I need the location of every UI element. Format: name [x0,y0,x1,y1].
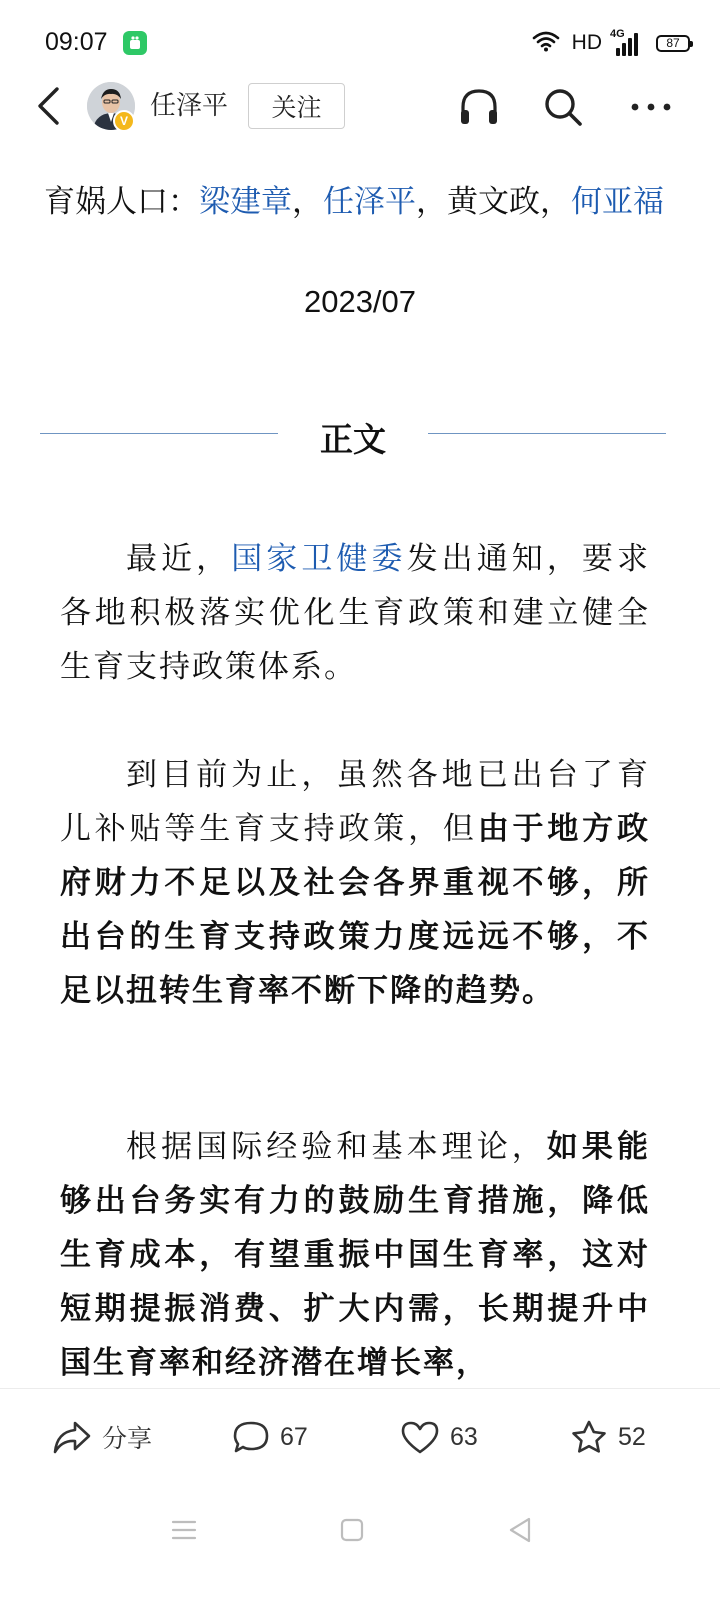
more-icon [629,101,673,113]
nhc-link[interactable]: 国家卫健委 [231,541,407,577]
share-button[interactable] [52,1415,152,1459]
more-button[interactable] [628,84,674,130]
heart-icon [400,1419,440,1455]
favorite-button[interactable] [570,1415,646,1459]
search-icon [542,86,584,128]
section-title: 正文 [320,420,386,459]
listen-button[interactable] [456,84,502,130]
status-time: 09:07 [45,28,108,56]
article-header [0,70,720,142]
chevron-left-icon [35,86,61,126]
like-count: 63 [450,1422,478,1451]
paragraph-3-normal: 根据国际经验和基本理论， [126,1129,547,1165]
authors-separator: ， [292,184,323,220]
favorite-count: 52 [618,1422,646,1451]
search-button[interactable] [540,84,586,130]
home-square-icon [339,1517,365,1543]
article-authors [40,178,668,226]
author-link-he[interactable]: 何亚福 [571,184,664,220]
paragraph-1 [60,532,650,694]
paragraph-2-bold: 由于地方政府财力不足以及社会各界重视不够，所出台的生育支持政策力度远远不够，不足以扭转生育率不断下降的趋势。 [60,811,650,1009]
paragraph-1-start: 最近， [126,541,232,577]
signal-icon [610,30,640,56]
divider-right [428,433,666,434]
cell-generation-label: 4G [610,28,625,40]
wifi-icon [532,30,560,56]
author-link-liang[interactable]: 梁建章 [199,184,292,220]
comment-icon [232,1419,270,1455]
paragraph-2 [60,748,650,1018]
divider-left [40,433,278,434]
headphones-icon [458,86,500,128]
paragraph-3-bold: 如果能够出台务实有力的鼓励生育措施，降低生育成本，有望重振中国生育率，这对短期提振消费、扩大内需，长期提升中国生育率和经济潜在增长率， [60,1129,651,1381]
authors-prefix: 育娲人口： [44,184,199,220]
system-nav-bar [0,1484,720,1600]
nav-back-button[interactable] [500,1510,540,1550]
paragraph-3 [60,1120,650,1390]
battery-level: 87 [666,36,680,50]
authors-separator: ， [540,184,571,220]
star-icon [570,1419,608,1455]
share-label: 分享 [102,1424,153,1453]
nav-menu-button[interactable] [164,1510,204,1550]
status-indicators [532,28,690,58]
like-button[interactable] [400,1415,478,1459]
share-icon [52,1419,92,1455]
author-name-huang: 黄文政 [447,184,540,220]
menu-icon [171,1519,197,1541]
verified-badge-icon: V [113,110,135,132]
app-notification-icon [123,31,147,55]
follow-button[interactable]: 关注 [248,83,345,129]
paragraph-2-normal: 到目前为止，虽然各地已出台了育儿补贴等生育支持政策，但 [60,757,650,847]
nav-home-button[interactable] [332,1510,372,1550]
author-name[interactable]: 任泽平 [150,91,229,121]
comment-button[interactable] [232,1415,308,1459]
battery-icon [656,35,690,52]
action-bar [0,1388,720,1484]
triangle-back-icon [507,1516,533,1544]
paragraph-1-rest: 发出通知，要求各地积极落实优化生育政策和建立健全生育支持政策体系。 [60,541,651,685]
authors-separator: ， [416,184,447,220]
comment-count: 67 [280,1422,308,1451]
author-link-ren[interactable]: 任泽平 [323,184,416,220]
article-date: 2023/07 [303,284,417,319]
back-button[interactable] [28,82,68,130]
network-hd-label: HD [571,31,602,54]
